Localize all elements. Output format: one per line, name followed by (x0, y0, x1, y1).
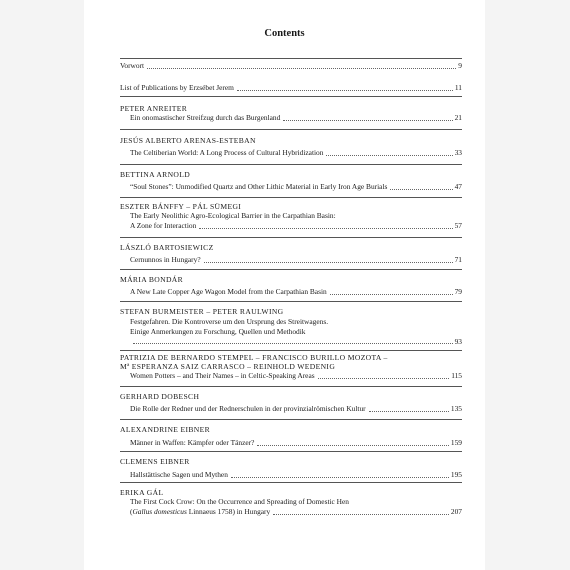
entry-author: STEFAN BURMEISTER – PETER RAULWING (120, 307, 284, 316)
entry-page: 159 (450, 438, 462, 447)
toc-row (120, 83, 462, 93)
toc-entry (120, 353, 462, 381)
page-title: Contents (264, 28, 305, 39)
entry-author-continued: Mª ESPERANZA SAIZ CARRASCO – REINHOLD WEDENIG (120, 362, 336, 371)
toc-row (120, 404, 462, 414)
toc-entry (120, 136, 462, 158)
entry-title-line: The First Cock Crow: On the Occurrence and Spreading of Domestic Hen (130, 497, 349, 506)
toc-entry (120, 425, 462, 448)
entry-title: Hallstättische Sagen und Mythen (130, 470, 228, 479)
divider (120, 197, 462, 198)
entry-author: ALEXANDRINE EIBNER (120, 425, 211, 434)
entry-title: Männer in Waffen: Kämpfer oder Tänzer? (130, 438, 255, 447)
entry-title-line: The Early Neolithic Agro-Ecological Barrier in the Carpathian Basin: (130, 211, 336, 220)
entry-page: 195 (450, 470, 462, 479)
divider (120, 58, 462, 59)
toc-row (120, 182, 462, 192)
toc-row (120, 438, 462, 448)
toc-row (120, 287, 462, 297)
entry-title-line: Festgefahren. Die Kontroverse um den Ursprung des Streitwagens. (130, 317, 329, 326)
toc-entry (120, 104, 462, 123)
entry-page: 33 (454, 148, 462, 157)
divider (120, 129, 462, 130)
toc-entry-vorwort (120, 61, 462, 71)
toc-row (120, 113, 462, 123)
divider (120, 419, 462, 420)
toc-entry (120, 488, 462, 517)
dot-leader (369, 410, 449, 412)
entry-author: ERIKA GÁL (120, 488, 164, 497)
entry-title: “Soul Stones”: Unmodified Quartz and Other Lithic Material in Early Iron Age Burials (130, 182, 388, 191)
entry-author: PATRIZIA DE BERNARDO STEMPEL – FRANCISCO BURILLO MOZOTA – (120, 353, 388, 362)
entry-author: PETER ANREITER (120, 104, 188, 113)
toc-row (120, 371, 462, 381)
entry-page: 71 (454, 255, 462, 264)
entry-title: A New Late Copper Age Wagon Model from the Carpathian Basin (130, 287, 327, 296)
dot-leader (283, 119, 452, 121)
dot-leader (237, 89, 453, 91)
toc-row (120, 148, 462, 158)
divider (120, 386, 462, 387)
entry-page: 207 (450, 506, 462, 516)
dot-leader (330, 293, 453, 295)
dot-leader (390, 188, 452, 190)
entry-page: 9 (458, 61, 462, 70)
dot-leader (273, 513, 449, 515)
dot-leader (231, 476, 449, 478)
divider (120, 350, 462, 351)
entry-author: JESÚS ALBERTO ARENAS-ESTEBAN (120, 136, 256, 145)
toc-row (120, 61, 462, 71)
entry-title: Women Potters – and Their Names – in Celtic-Speaking Areas (130, 371, 315, 380)
entry-title: Ein onomastischer Streifzug durch das Burgenland (130, 113, 281, 122)
entry-page: 79 (454, 287, 462, 296)
toc-entry (120, 170, 462, 192)
entry-title: Cernunnos in Hungary? (130, 255, 201, 264)
divider (120, 164, 462, 165)
dot-leader (257, 444, 449, 446)
divider (120, 237, 462, 238)
entry-page: 21 (454, 113, 462, 122)
entry-page: 57 (454, 220, 462, 230)
species-name: Gallus domesticus (132, 506, 187, 516)
entry-page: 47 (454, 182, 462, 191)
dot-leader (133, 342, 453, 344)
divider (120, 482, 462, 483)
toc-entry (120, 202, 462, 231)
divider (120, 301, 462, 302)
toc-row (120, 507, 462, 517)
entry-author: ESZTER BÁNFFY – PÁL SÜMEGI (120, 202, 242, 211)
entry-page: 135 (450, 404, 462, 413)
entry-author: LÁSZLÓ BARTOSIEWICZ (120, 243, 214, 252)
toc-row (120, 221, 462, 231)
divider (120, 269, 462, 270)
divider (120, 96, 462, 97)
entry-title: List of Publications by Erzsébet Jerem (120, 83, 234, 92)
entry-author: BETTINA ARNOLD (120, 170, 191, 179)
entry-author: GERHARD DOBESCH (120, 392, 200, 401)
toc-entry (120, 275, 462, 297)
toc-entry (120, 307, 462, 346)
entry-title: A Zone for Interaction (130, 220, 197, 230)
dot-leader (326, 154, 452, 156)
entry-page: 115 (451, 371, 462, 380)
divider (120, 451, 462, 452)
entry-page: 93 (454, 336, 462, 346)
dot-leader (199, 227, 452, 229)
dot-leader (204, 261, 453, 263)
dot-leader (147, 67, 456, 69)
toc-row (120, 337, 462, 347)
document-page (84, 0, 485, 570)
toc-entry (120, 243, 462, 265)
toc-entry (120, 392, 462, 414)
entry-title: The Celtiberian World: A Long Process of Cultural Hybridization (130, 148, 324, 157)
entry-title: (Gallus domesticus Linnaeus 1758) in Hungary (130, 506, 271, 516)
toc-entry (120, 457, 462, 480)
toc-row (120, 470, 462, 480)
toc-row (120, 255, 462, 265)
entry-title: Die Rolle der Redner und der Rednerschulen in der provinzialrömischen Kultur (130, 404, 366, 413)
dot-leader (318, 377, 450, 379)
toc-entry-publications (120, 83, 462, 93)
entry-page: 11 (454, 83, 462, 92)
entry-title: Vorwort (120, 61, 145, 70)
entry-author: MÁRIA BONDÁR (120, 275, 184, 284)
entry-title-line: Einige Anmerkungen zu Forschung, Quellen und Methodik (130, 326, 306, 336)
entry-author: CLEMENS EIBNER (120, 457, 190, 466)
